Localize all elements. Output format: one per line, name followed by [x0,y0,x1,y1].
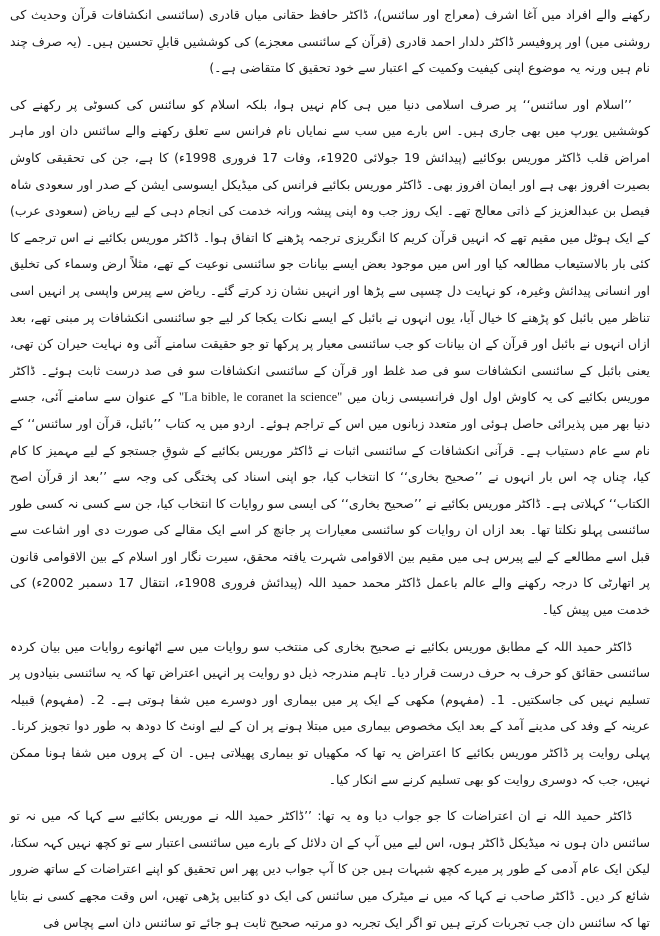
paragraph-bucaille-intro [10,92,650,624]
paragraph-hamidullah-reply [10,803,650,936]
paragraph-hamidullah-reply-text: ڈاکٹر حمید اللہ نے ان اعتراضات کا جو جواب دیا وہ یہ تھا: ’’ڈاکٹر حمید اللہ نے موریس بکائیے سے کہا کہ میں نہ تو سائنس دان ہوں نہ میڈیکل ڈاکٹر ہوں، اس لیے میں آپ کے ان دلائل کے بارے میں سائنسی اعتبار سے تو کچھ نہیں کہہ سکتا، لیکن ایک عام آدمی کے طور پر میرے کچھ شبہات ہیں جن کا آپ جواب دیں پھر اس تحقیق کو اپنے اعتراضات کے ساتھ ضرور شائع کر دیں۔ ڈاکٹر صاحب نے کہا کہ میں نے میٹرک میں سائنس کی ایک دو کتابیں پڑھی تھیں، اس وقت مجھے کسی نے بتایا تھا کہ سائنس دان جب تجربات کرتے ہیں تو اگر ایک تجربہ دو مرتبہ صحیح ثابت ہو جائے تو سائنس دان اسے پچاس فی [10,808,650,930]
book-title-french: "La bible, le coranet la science" [178,390,343,405]
paragraph-hamidullah-objections-text: ڈاکٹر حمید اللہ کے مطابق موریس بکائیے نے صحیح بخاری کی منتخب سو روایات میں سے اٹھانوے روایات میں بیان کردہ سائنسی حقائق کو حرف بہ حرف درست قرار دیا۔ تاہم مندرجہ ذیل دو روایت پر انہیں اعتراض تھا کہ یہ سائنسی بنیادوں پر تسلیم نہیں کی جاسکتیں۔ 1۔ (مفہوم) مکھی کے ایک پر میں بیماری اور دوسرے میں شفا ہوتی ہے۔ 2۔ (مفہوم) قبیلہ عرینہ کے وفد کی مدینے آمد کے بعد ایک مخصوص بیماری میں مبتلا ہونے پر ان کے لیے اونٹ کا دودھ بہ طور دوا تجویز کرنا۔ پہلی روایت پر ڈاکٹر موریس بکائیے کا اعتراض یہ تھا کہ مکھیاں تو بیماری پھیلاتی ہیں۔ ان کے پروں میں شفا ہونا ممکن نہیں، جب کہ دوسری روایت کو بھی تسلیم کرنے سے انکار کیا۔ [10,638,650,787]
paragraph-hamidullah-objections [10,634,650,794]
paragraph-researchers: رکھنے والے افراد میں آغا اشرف (معراج اور سائنس)، ڈاکٹر حافظ حقانی میاں قادری (سائنسی انکشافات قرآن وحدیث کی روشنی میں) اور پروفیسر ڈاکٹر دلدار احمد قادری (قرآن کے سائنسی معجزے) کی کوششیں قابلِ تحسین ہیں۔ (یہ صرف چند نام ہیں ورنہ یہ موضوع اپنی کیفیت وکمیت کے اعتبار سے خود تحقیق کا متقاضی ہے۔) [10,7,650,76]
paragraph-bucaille-intro-continued: کے عنوان سے سامنے آئی، جسے دنیا بھر میں پذیرائی حاصل ہوئی اور متعدد زبانوں میں اس کے تراجم ہوئے۔ اردو میں یہ کتاب ’’بائبل، قرآن اور سائنس‘‘ کے نام سے عام دستیاب ہے۔ قرآنی انکشافات کے سائنسی اثبات نے ڈاکٹر موریس بکائیے کے شوقِ جستجو کے لیے مہمیز کا کام کیا، چناں چہ اس بار انہوں نے ’’صحیح بخاری‘‘ کا انتخاب کیا، جو اپنی اسناد کی پختگی کی وجہ سے ’’بعد از قرآن اصح الکتاب‘‘ کہلاتی ہے۔ ڈاکٹر موریس بکائیے نے ’’صحیح بخاری‘‘ کی ایسی سو روایات کا انتخاب کیا، جن سے کسی نہ کسی طور سائنسی پہلو نکلتا تھا۔ بعد ازاں ان روایات کو سائنسی معیارات پر جانچ کر اسے ایک مقالے کی صورت دی اور اشاعت سے قبل اسے مطالعے کے لیے پیرس ہی میں مقیم بین الاقوامی شہرت یافتہ محقق، سیرت نگار اور اسلام کے بین الاقوامی قانون پر اتھارٹی کا درجہ رکھنے والے عالم باعمل ڈاکٹر محمد حمید اللہ (پیدائش فروری 1908ء، انتقال 17 دسمبر 2002ء) کی خدمت میں پیش کیا۔ [10,389,650,618]
paragraph-bucaille-intro-text: ’’اسلام اور سائنس‘‘ پر صرف اسلامی دنیا میں ہی کام نہیں ہوا، بلکہ اسلام کو سائنس کی کسوٹی پر رکھنے کی کوششیں یورپ میں بھی جاری ہیں۔ اس بارے میں سب سے نمایاں نام فرانس سے تعلق رکھنے والے سائنس دان اور ماہر امراض قلب ڈاکٹر موریس بوکائیے (پیدائش 19 جولائی 1920ء، وفات 17 فروری 1998ء) کا ہے، جن کی تحقیقی کاوش بصیرت افروز بھی ہے اور ایمان افروز بھی۔ ڈاکٹر موریس بکائیے فرانس کی میڈیکل ایسوسی ایشن کے صدر اور سعودی شاہ فیصل بن عبدالعزیز کے ذاتی معالج تھے۔ ایک روز جب وہ اپنی پیشہ ورانہ خدمت کی انجام دہی کے لیے ریاض (سعودی عرب) کے ایک ہوٹل میں مقیم تھے کہ انہیں قرآن کریم کا انگریزی ترجمہ پڑھنے کا اتفاق ہوا۔ ڈاکٹر موریس بکائیے نے اس ترجمے کا کئی بار بالاستیعاب مطالعہ کیا اور اس میں موجود بعض ایسے بیانات جو سائنسی نوعیت کے تھے، مثلاً ارض وسماء کی تخلیق اور انسانی پیدائش وغیرہ، کو نہایت دل چسپی سے پڑھا اور انہیں نشان زد کرتے گئے۔ ریاض سے پیرس واپسی پر انہیں اسی تناظر میں بائبل کو پڑھنے کا خیال آیا، یوں انہوں نے بائبل کے ایسے نکات یکجا کر لیے جو سائنسی انکشافات پر مبنی تھے، بعد ازاں انہوں نے بائبل اور قرآن کے ان بیانات کو جب سائنسی معیار پر پرکھا تو جو حقیقت سامنے آئی وہ نہایت حیران کن تھی، یعنی بائبل کے سائنسی انکشافات سو فی صد غلط اور قرآن کے سائنسی انکشافات سو فی صد درست ثابت ہوئے۔ ڈاکٹر موریس بکائیے کی یہ کاوش اول اول فرانسیسی زبان میں [10,96,650,405]
